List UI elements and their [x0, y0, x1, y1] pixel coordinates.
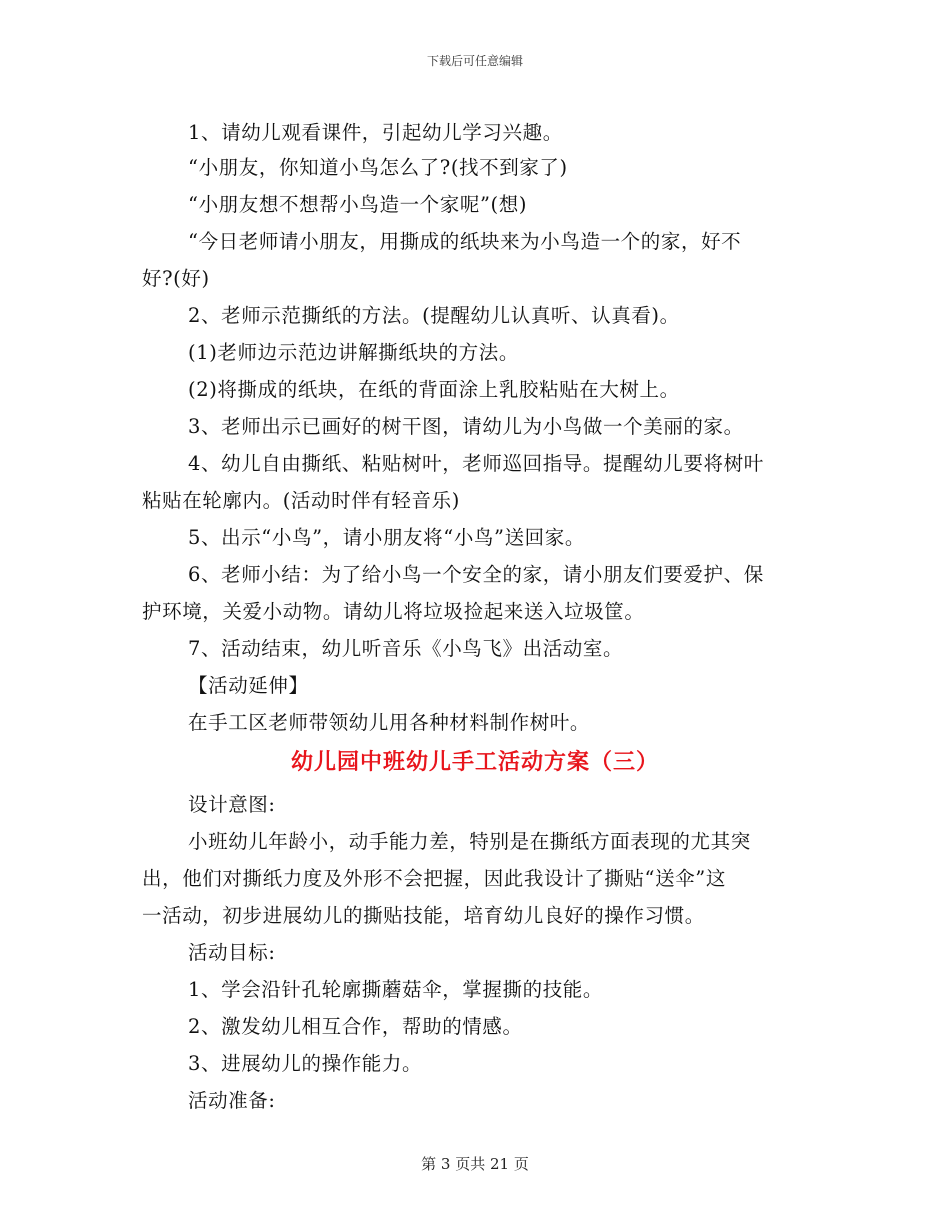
body-line: 5、出示“小鸟”，请小朋友将“小鸟”送回家。 — [188, 526, 585, 549]
body-line: 2、激发幼儿相互合作，帮助的情感。 — [188, 1015, 523, 1038]
body-line: 4、幼儿自由撕纸、粘贴树叶，老师巡回指导。提醒幼儿要将树叶 — [188, 452, 764, 475]
body-line: 设计意图: — [188, 793, 276, 816]
page-header: 下载后可任意编辑 — [426, 54, 523, 68]
body-line: 3、进展幼儿的操作能力。 — [188, 1052, 423, 1075]
body-line: 粘贴在轮廓内。(活动时伴有轻音乐) — [142, 489, 460, 512]
body-line: (1)老师边示范边讲解撕纸块的方法。 — [188, 341, 519, 364]
body-line: 1、学会沿针孔轮廓撕蘑菇伞，掌握撕的技能。 — [188, 978, 604, 1001]
body-line: 一活动，初步进展幼儿的撕贴技能，培育幼儿良好的操作习惯。 — [142, 904, 705, 927]
body-line: 小班幼儿年龄小，动手能力差，特别是在撕纸方面表现的尤其突 — [188, 830, 751, 853]
body-line: 6、老师小结：为了给小鸟一个安全的家，请小朋友们要爱护、保 — [188, 563, 764, 586]
body-line: “今日老师请小朋友，用撕成的纸块来为小鸟造一个的家，好不 — [188, 230, 742, 253]
body-line: 好?(好) — [142, 267, 210, 290]
body-line: 3、老师出示已画好的树干图，请幼儿为小鸟做一个美丽的家。 — [188, 415, 744, 438]
body-line: 护环境，关爱小动物。请幼儿将垃圾捡起来送入垃圾筐。 — [142, 600, 645, 623]
body-line: 出，他们对撕纸力度及外形不会把握，因此我设计了撕贴“送伞”这 — [142, 867, 726, 890]
page-number-footer: 第 3 页共 21 页 — [421, 1155, 529, 1173]
body-line: 活动目标: — [188, 941, 276, 964]
section-heading: 【活动延伸】 — [188, 674, 309, 697]
section-title: 幼儿园中班幼儿手工活动方案（三） — [290, 750, 659, 775]
body-line: 在手工区老师带领幼儿用各种材料制作树叶。 — [188, 711, 591, 734]
body-line: 2、老师示范撕纸的方法。(提醒幼儿认真听、认真看)。 — [188, 304, 680, 327]
body-line: (2)将撕成的纸块，在纸的背面涂上乳胶粘贴在大树上。 — [188, 378, 680, 401]
body-line: 7、活动结束，幼儿听音乐《小鸟飞》出活动室。 — [188, 637, 624, 660]
body-line: 1、请幼儿观看课件，引起幼儿学习兴趣。 — [188, 121, 563, 144]
body-line: “小朋友想不想帮小鸟造一个家呢”(想) — [188, 193, 528, 216]
body-line: 活动准备: — [188, 1089, 276, 1112]
body-line: “小朋友，你知道小鸟怎么了?(找不到家了) — [188, 156, 568, 179]
